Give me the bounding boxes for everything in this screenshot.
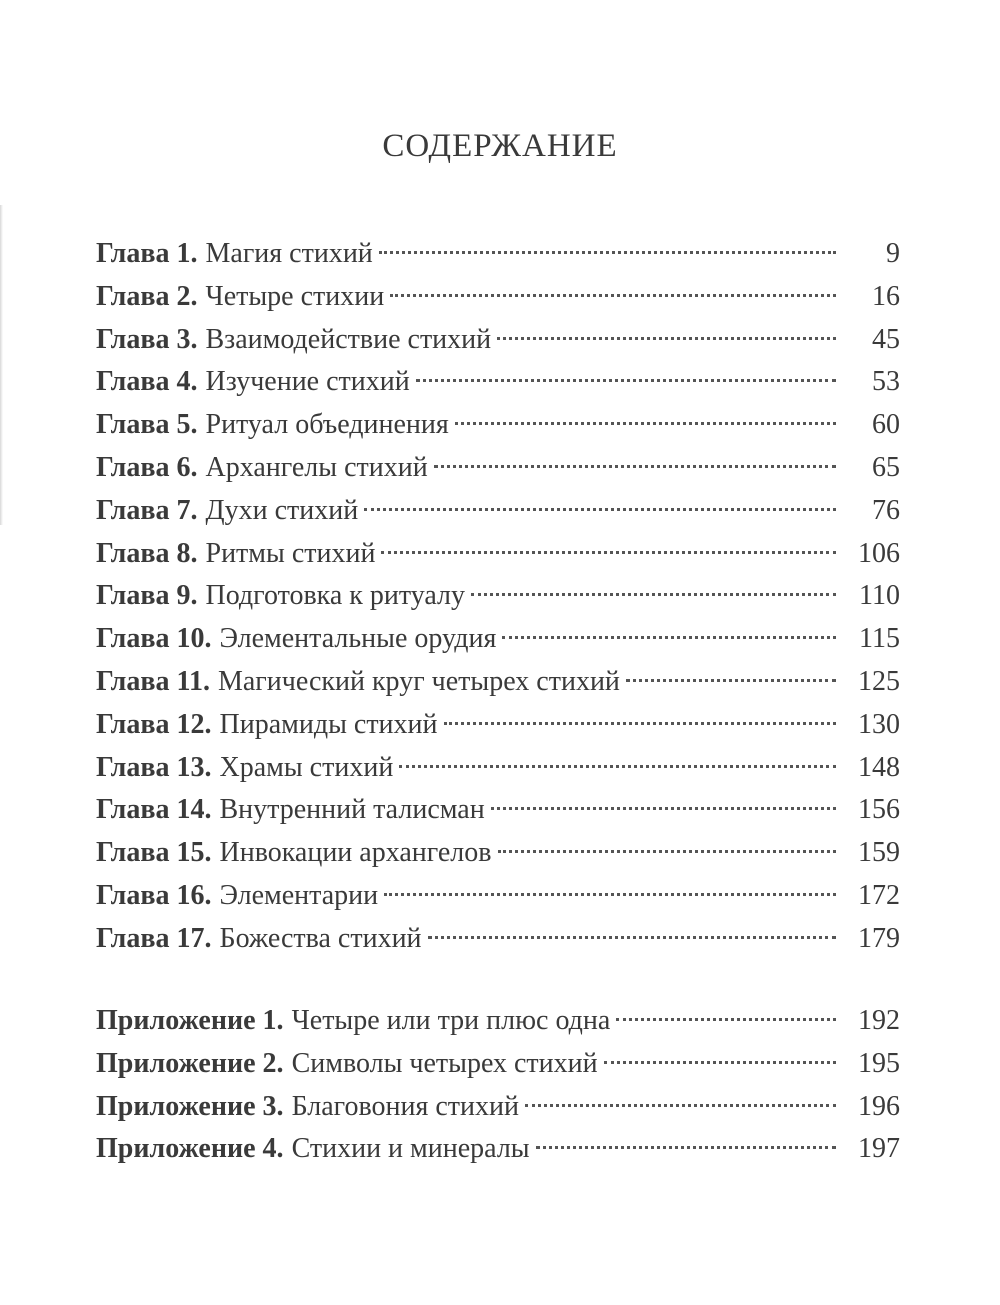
entry-label: Глава 13.: [96, 751, 212, 783]
page-number: 9: [886, 238, 900, 269]
toc-entry-chapter-11[interactable]: [96, 661, 900, 704]
toc-entry-chapter-12[interactable]: [96, 704, 900, 747]
entry-title: Духи стихий: [205, 494, 359, 526]
entry-title: Четыре или три плюс одна: [291, 1005, 611, 1036]
entry-title: Пирамиды стихий: [219, 708, 438, 740]
entry-title: Изучение стихий: [205, 366, 410, 398]
page-number: 110: [859, 580, 900, 612]
entry-title: Ритуал объединения: [205, 409, 449, 441]
entry-title: Элементарии: [219, 879, 379, 911]
page-number: 115: [859, 623, 900, 655]
dot-leader: [536, 1146, 836, 1149]
entry-title: Четыре стихии: [205, 280, 385, 312]
page-number: 45: [872, 323, 900, 355]
entry-label: Приложение 2.: [96, 1047, 284, 1079]
entry-label: Глава 17.: [96, 922, 212, 954]
entry-title: Ритмы стихий: [205, 537, 376, 569]
toc-entry-chapter-2[interactable]: [96, 276, 900, 319]
entry-label: Глава 7.: [96, 494, 198, 526]
toc-entry-chapter-3[interactable]: [96, 319, 900, 362]
page-number: 148: [858, 751, 900, 783]
toc-entry-appendix-4[interactable]: [96, 1128, 900, 1171]
dot-leader: [502, 636, 836, 639]
page-number: 60: [872, 409, 900, 441]
page-number: 179: [858, 922, 900, 954]
entry-label: Глава 4.: [96, 366, 198, 398]
dot-leader: [497, 337, 836, 340]
entry-title: Благовония стихий: [291, 1090, 519, 1122]
entry-label: Глава 5.: [96, 409, 198, 441]
page-number: 192: [858, 1005, 900, 1036]
page-title: СОДЕРЖАНИЕ: [382, 128, 618, 164]
entry-title: Взаимодействие стихий: [205, 323, 492, 355]
toc-entry-chapter-17[interactable]: [96, 918, 900, 961]
chapters-list: [96, 233, 900, 961]
entry-label: Глава 9.: [96, 580, 198, 612]
entry-title: Внутренний талисман: [219, 794, 485, 826]
entry-label: Глава 12.: [96, 708, 212, 740]
dot-leader: [471, 593, 836, 596]
toc-entry-chapter-14[interactable]: [96, 789, 900, 832]
dot-leader: [399, 765, 836, 768]
dot-leader: [498, 850, 836, 853]
toc-entry-chapter-1[interactable]: [96, 233, 900, 276]
toc-entry-chapter-15[interactable]: [96, 832, 900, 875]
dot-leader: [379, 251, 836, 254]
dot-leader: [616, 1018, 836, 1021]
dot-leader: [626, 679, 836, 682]
entry-title: Стихии и минералы: [291, 1133, 530, 1165]
page-number: 197: [858, 1133, 900, 1165]
toc-entry-chapter-8[interactable]: [96, 533, 900, 576]
dot-leader: [444, 722, 836, 725]
page-number: 195: [858, 1047, 900, 1079]
page-number: 156: [858, 794, 900, 826]
page-number: 53: [872, 366, 900, 398]
page-number: 172: [858, 879, 900, 911]
toc-entry-chapter-16[interactable]: [96, 875, 900, 918]
toc-entry-chapter-10[interactable]: [96, 618, 900, 661]
page-number: 159: [858, 837, 900, 869]
dot-leader: [384, 893, 836, 896]
entry-title: Храмы стихий: [219, 751, 394, 783]
dot-leader: [455, 422, 836, 425]
toc-entry-chapter-4[interactable]: [96, 361, 900, 404]
entry-label: Глава 8.: [96, 537, 198, 569]
dot-leader: [604, 1061, 836, 1064]
entry-title: Божества стихий: [219, 922, 422, 954]
entry-label: Глава 3.: [96, 323, 198, 355]
page-number: 196: [858, 1090, 900, 1122]
entry-label: Глава 6.: [96, 451, 198, 483]
toc-entry-chapter-5[interactable]: [96, 404, 900, 447]
entry-title: Магия стихий: [205, 238, 373, 269]
page-number: 76: [872, 494, 900, 526]
page-number: 16: [872, 280, 900, 312]
entry-title: Магический круг четырех стихий: [217, 665, 620, 697]
entry-label: Глава 14.: [96, 794, 212, 826]
dot-leader: [491, 807, 836, 810]
entry-label: Глава 11.: [96, 665, 210, 697]
page-number: 130: [858, 708, 900, 740]
dot-leader: [428, 936, 836, 939]
entry-label: Приложение 3.: [96, 1090, 284, 1122]
page-number: 125: [858, 665, 900, 697]
toc-entry-appendix-1[interactable]: [96, 1000, 900, 1043]
dot-leader: [525, 1104, 836, 1107]
entry-title: Архангелы стихий: [205, 451, 428, 483]
entry-title: Элементальные орудия: [219, 623, 497, 655]
toc-entry-chapter-6[interactable]: [96, 447, 900, 490]
dot-leader: [416, 379, 836, 382]
entry-label: Глава 16.: [96, 879, 212, 911]
toc-entry-appendix-2[interactable]: [96, 1043, 900, 1086]
dot-leader: [381, 551, 836, 554]
toc-entry-chapter-7[interactable]: [96, 490, 900, 533]
dot-leader: [364, 508, 836, 511]
toc-entry-appendix-3[interactable]: [96, 1086, 900, 1129]
page-edge: [0, 205, 3, 525]
entry-label: Глава 1.: [96, 238, 198, 269]
entry-label: Приложение 4.: [96, 1133, 284, 1165]
dot-leader: [390, 294, 836, 297]
entry-label: Глава 10.: [96, 623, 212, 655]
page-number: 65: [872, 451, 900, 483]
entry-title: Инвокации архангелов: [219, 837, 492, 869]
entry-label: Глава 2.: [96, 280, 198, 312]
appendices-list: [96, 1000, 900, 1171]
entry-title: Символы четырех стихий: [291, 1047, 598, 1079]
entry-label: Приложение 1.: [96, 1005, 284, 1036]
page-number: 106: [858, 537, 900, 569]
entry-title: Подготовка к ритуалу: [205, 580, 466, 612]
entry-label: Глава 15.: [96, 837, 212, 869]
toc-entry-chapter-9[interactable]: [96, 575, 900, 618]
dot-leader: [434, 465, 836, 468]
toc-entry-chapter-13[interactable]: [96, 747, 900, 790]
